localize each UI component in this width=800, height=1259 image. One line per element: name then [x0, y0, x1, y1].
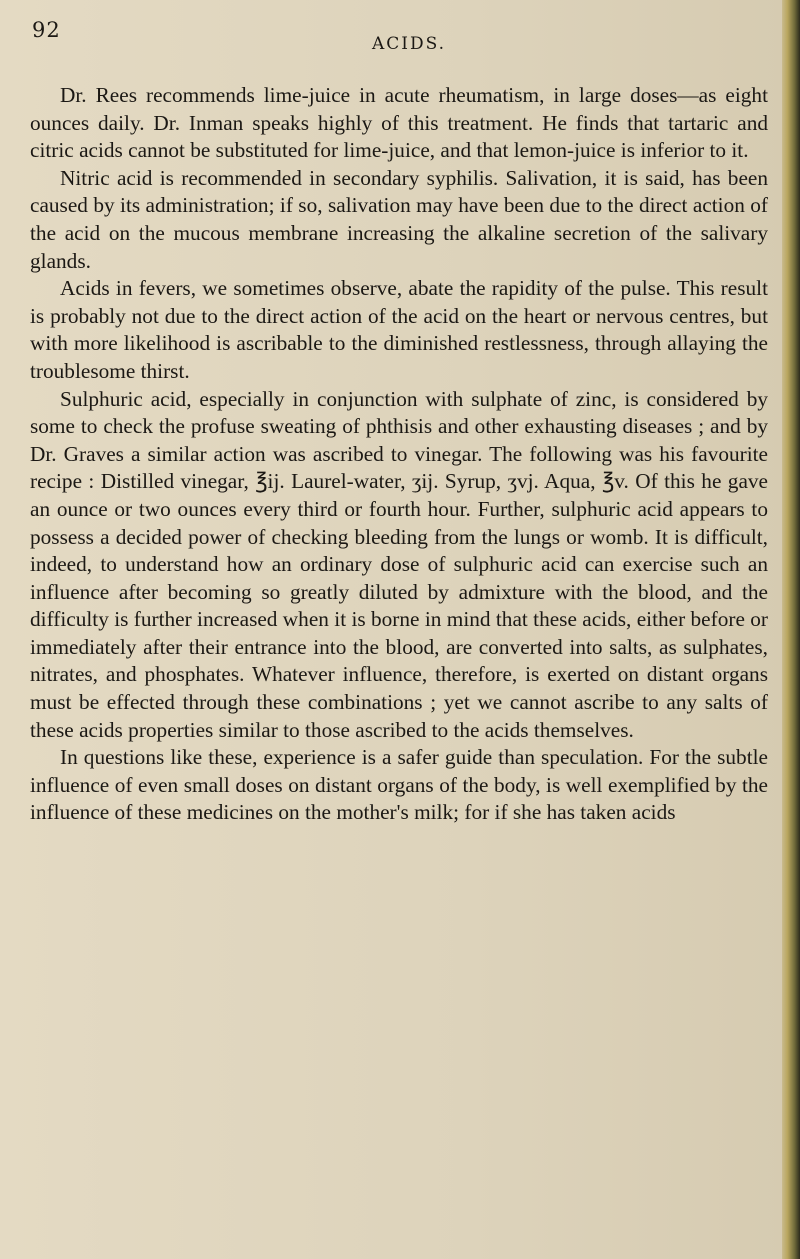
page-number: 92 — [32, 18, 61, 42]
paragraph-sulphuric-acid: Sulphuric acid, especially in conjunction with sulphate of zinc, is considered by some to check the profuse sweating of phthisis and other exhausting diseases ; and by Dr. Graves a similar action was ascribed to vinegar. The following was his favourite recipe : Distilled vinegar, ℥ij. Laurel-water, ʒij. Syrup, ʒvj. Aqua, ℥v. Of this he gave an ounce or two ounces every third or fourth hour. Further, sulphuric acid appears to possess a decided power of checking bleeding from the lungs or womb. It is difficult, indeed, to understand how an ordinary dose of sulphuric acid can exercise such an influence after becoming so greatly diluted by admixture with the blood, and the difficulty is further increased when it is borne in mind that these acids, either before or immediately after their entrance into the blood, are converted into salts, as sulphates, nitrates, and phosphates. Whatever influence, therefore, is exerted on distant organs must be effected through these combinations ; yet we cannot ascribe to any salts of these acids properties similar to those ascribed to the acids themselves. — [30, 386, 768, 742]
page-gutter — [782, 0, 800, 1259]
paragraph-experience: In questions like these, experience is a safer guide than speculation. For the subtle influence of even small doses on distant organs of the body, is well exemplified by the influence of these medicines on the mother's milk; for if she has taken acids — [30, 745, 768, 825]
body-text — [30, 82, 768, 827]
paragraph-acids-in-fevers: Acids in fevers, we sometimes observe, abate the rapidity of the pulse. This result is probably not due to the direct action of the acid on the heart or nervous centres, but with more likelihood is ascribable to the diminished restlessness, through allaying the troublesome thirst. — [30, 276, 768, 383]
paragraph-nitric-acid: Nitric acid is recommended in secondary syphilis. Salivation, it is said, has been caused by its administration; if so, salivation may have been due to the direct action of the acid on the mucous membrane increasing the alkaline secretion of the salivary glands. — [30, 165, 768, 273]
running-head: ACIDS. — [372, 34, 447, 54]
paragraph-lime-juice: Dr. Rees recommends lime-juice in acute rheumatism, in large doses—as eight ounces daily. Dr. Inman speaks highly of this treatment. He finds that tartaric and citric acids cannot be substituted for lime-juice, and that lemon-juice is inferior to it. — [30, 83, 768, 163]
